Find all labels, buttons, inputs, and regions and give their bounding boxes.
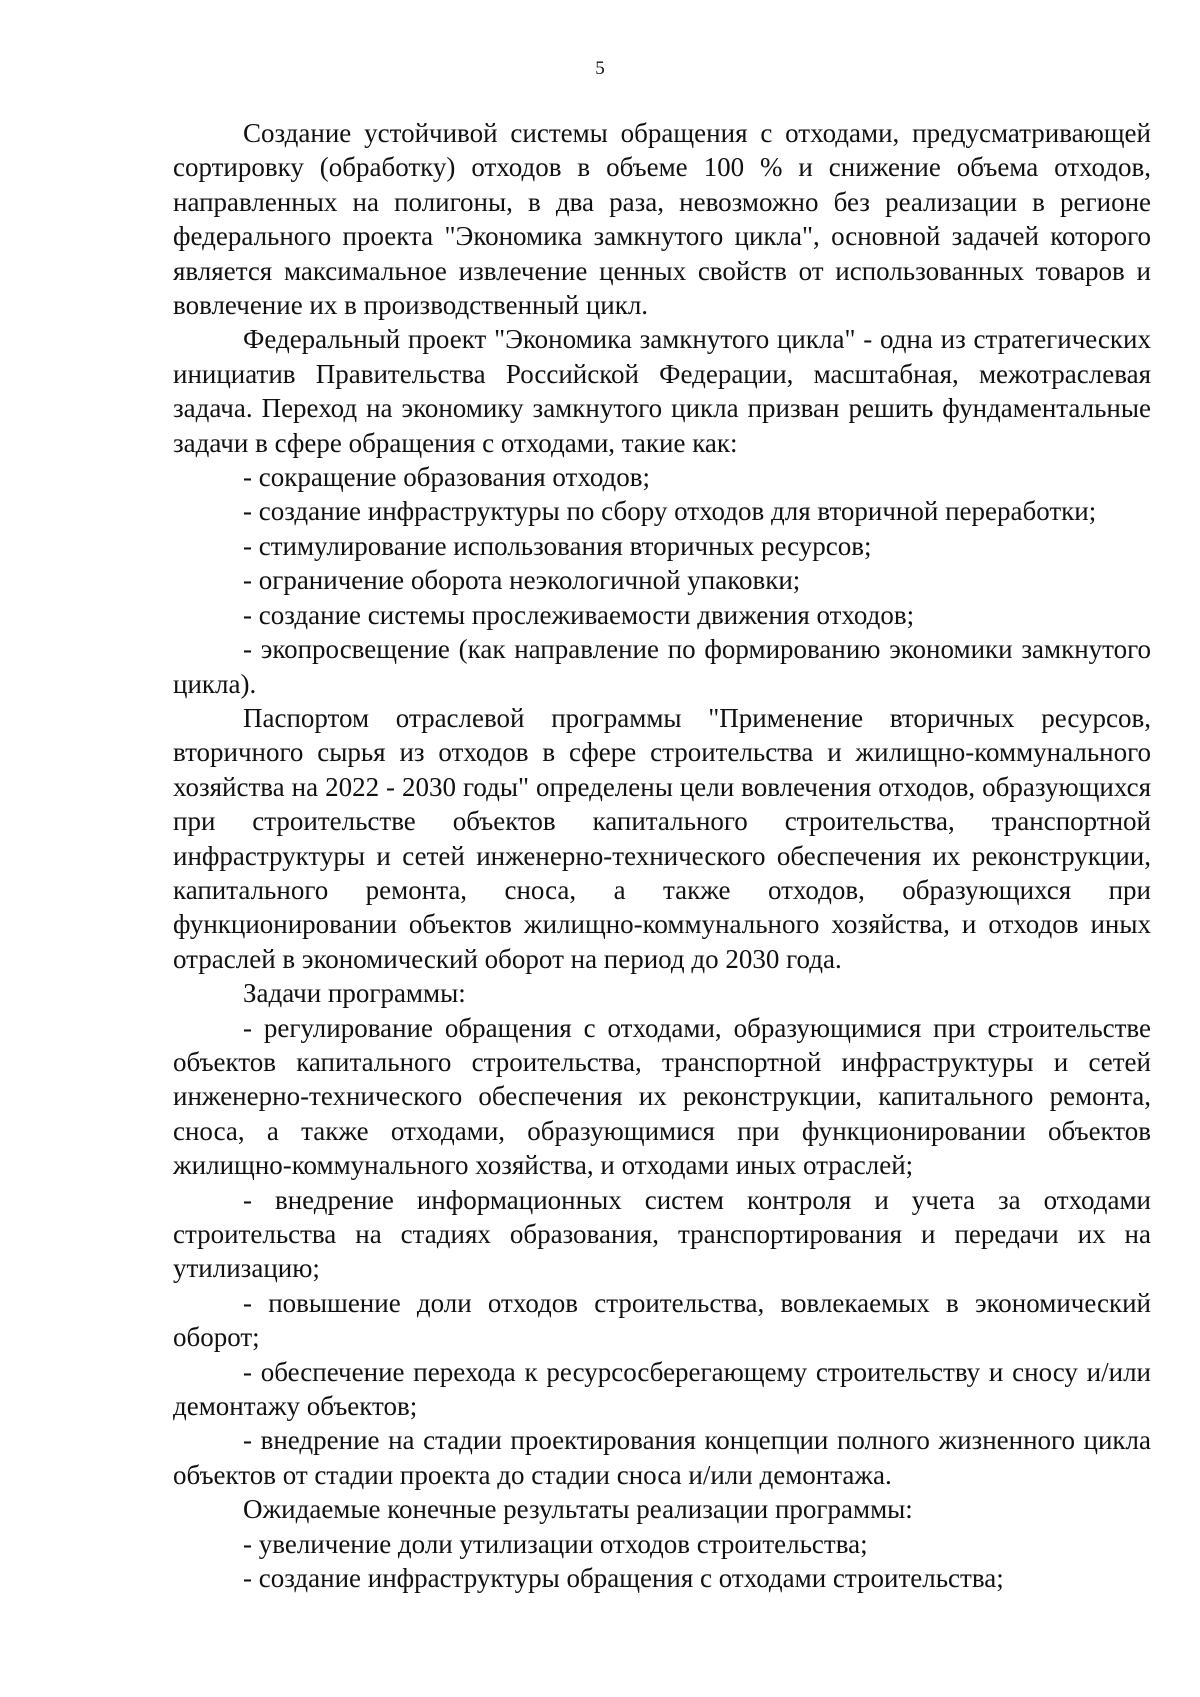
list-item: - создание системы прослеживаемости движения отходов; — [243, 599, 915, 630]
list-item: - обеспечение перехода к ресурсосберегающему строительству и сносу и/или демонтажу объектов; — [173, 1356, 1151, 1422]
list-item: - создание инфраструктуры по сбору отходов для вторичной переработки; — [243, 496, 1097, 527]
list-item: - увеличение доли утилизации отходов строительства; — [243, 1528, 868, 1559]
list-item: - ограничение оборота неэкологичной упаковки; — [243, 565, 801, 596]
document-body — [173, 116, 1151, 1595]
list-item: - сокращение образования отходов; — [243, 462, 651, 493]
list-item: - стимулирование использования вторичных ресурсов; — [243, 530, 872, 561]
page-number: 5 — [595, 58, 605, 79]
list-item: - внедрение на стадии проектирования концепции полного жизненного цикла объектов от стадии проекта до стадии сноса и/или демонтажа. — [173, 1425, 1151, 1490]
list-item: - внедрение информационных систем контроля и учета за отходами строительства на стадиях образования, транспортирования и передачи их на утилизацию; — [173, 1184, 1151, 1284]
paragraph-federal-project: Федеральный проект "Экономика замкнутого цикла" - одна из стратегических инициатив Правительства Российской Федерации, масштабная, межотраслевая задача. Переход на экономику замкнутого цикла призван решить фундаментальные задачи в сфере обращения с отходами, такие как: — [173, 324, 1151, 458]
list-item: - экопросвещение (как направление по формированию экономики замкнутого цикла). — [173, 634, 1151, 699]
list-item: - создание инфраструктуры обращения с отходами строительства; — [243, 1563, 1004, 1594]
paragraph-expected-results-heading: Ожидаемые конечные результаты реализации программы: — [243, 1494, 913, 1525]
paragraph-program-passport: Паспортом отраслевой программы "Применение вторичных ресурсов, вторичного сырья из отходов в сфере строительства и жилищно-коммунального хозяйства на 2022 - 2030 годы" определены цели вовлечения отходов, образующихся при строительстве объектов капитального строительства, транспортной инфраструктуры и сетей инженерно-технического обеспечения их реконструкции, капитального ремонта, сноса, а также отходов, образующихся при функционировании объектов жилищно-коммунального хозяйства, и отходов иных отраслей в экономический оборот на период до 2030 года. — [173, 702, 1151, 974]
paragraph-intro: Создание устойчивой системы обращения с отходами, предусматривающей сортировку (обработку) отходов в объеме 100 % и снижение объема отходов, направленных на полигоны, в два раза, невозможно без реализации в регионе федерального проекта "Экономика замкнутого цикла", основной задачей которого является максимальное извлечение ценных свойств от использованных товаров и вовлечение их в производственный цикл. — [173, 118, 1151, 321]
paragraph-program-tasks-heading: Задачи программы: — [243, 978, 466, 1009]
list-item: - повышение доли отходов строительства, вовлекаемых в экономический оборот; — [173, 1287, 1151, 1353]
list-item: - регулирование обращения с отходами, образующимися при строительстве объектов капитального строительства, транспортной инфраструктуры и сетей инженерно-технического обеспечения их реконструкции, капитального ремонта, сноса, а также отходами, образующимися при функционировании объектов жилищно-коммунального хозяйства, и отходами иных отраслей; — [173, 1012, 1151, 1181]
